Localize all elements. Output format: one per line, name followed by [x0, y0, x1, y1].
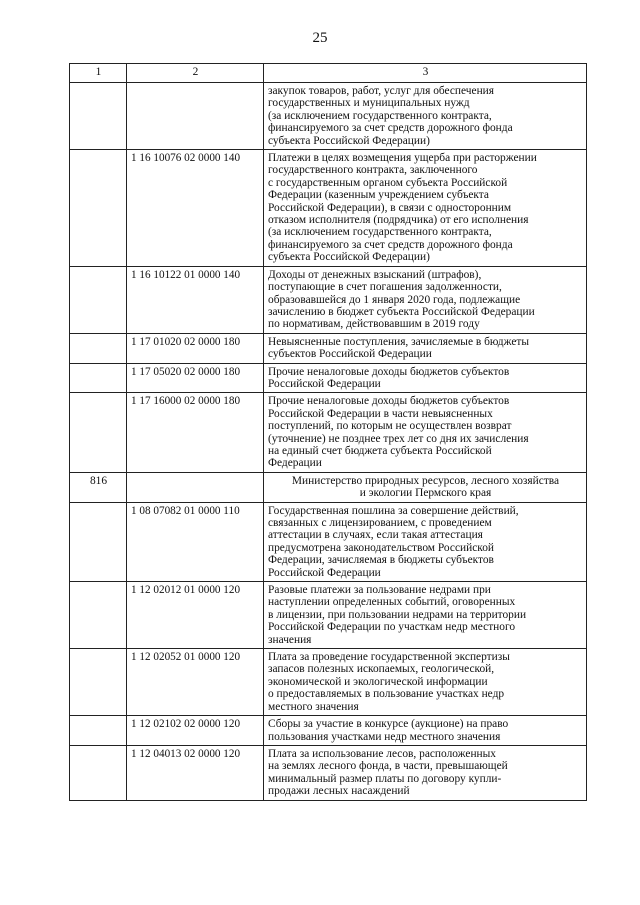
- admin-code-cell: [70, 502, 127, 581]
- revenue-name-text: Министерство природных ресурсов, лесного хозяйства и экологии Пермского края: [291, 474, 560, 500]
- table-row: [70, 472, 587, 502]
- revenue-name-text: Доходы от денежных взысканий (штрафов), поступающие в счет погашения задолженности, образовавшейся до 1 января 2020 года, подлежащие зачислению в бюджет субъекта Российской Федерации по нормативам, действовавшим в 2019 году: [268, 268, 535, 331]
- table-row: [70, 716, 587, 746]
- table-row: [70, 582, 587, 649]
- admin-code-cell: [70, 745, 127, 800]
- budget-code-cell: [127, 83, 264, 150]
- revenue-name-cell: [264, 363, 587, 393]
- budget-code-cell: 1 12 02012 01 0000 120: [127, 582, 264, 649]
- revenue-name-cell: [264, 266, 587, 333]
- table-row: [70, 83, 587, 150]
- table-row: [70, 745, 587, 800]
- column-header-2: 2: [127, 64, 264, 83]
- admin-code-cell: [70, 649, 127, 716]
- table-row: [70, 363, 587, 393]
- revenue-name-text: Государственная пошлина за совершение действий, связанных с лицензированием, с проведением аттестации в случаях, если такая аттестация предусмотрена законодательством Российской Федерации, зачисляемая в бюджеты субъектов Российской Федерации: [268, 504, 519, 579]
- revenue-name-cell: [264, 649, 587, 716]
- table-row: [70, 266, 587, 333]
- admin-code-cell: [70, 150, 127, 267]
- revenue-name-cell: [264, 472, 587, 502]
- table-row: [70, 150, 587, 267]
- budget-code-cell: 1 16 10122 01 0000 140: [127, 266, 264, 333]
- admin-code-cell: [70, 83, 127, 150]
- revenue-name-cell: [264, 716, 587, 746]
- table-row: [70, 333, 587, 363]
- table-header-row: [70, 64, 587, 83]
- page-number: 25: [312, 30, 328, 46]
- revenue-name-text: Прочие неналоговые доходы бюджетов субъектов Российской Федерации: [268, 365, 510, 390]
- admin-code-cell: [70, 333, 127, 363]
- revenue-name-cell: [264, 502, 587, 581]
- revenue-name-cell: [264, 393, 587, 472]
- revenue-name-text: Сборы за участие в конкурсе (аукционе) на право пользования участками недр местного значения: [268, 718, 509, 743]
- table-body: [70, 83, 587, 801]
- budget-code-cell: 1 17 01020 02 0000 180: [127, 333, 264, 363]
- admin-code-cell: 816: [70, 472, 127, 502]
- admin-code-cell: [70, 582, 127, 649]
- budget-code-cell: 1 08 07082 01 0000 110: [127, 502, 264, 581]
- revenue-name-text: Невыясненные поступления, зачисляемые в бюджеты субъектов Российской Федерации: [268, 335, 529, 361]
- revenue-name-cell: [264, 150, 587, 267]
- revenue-code-table: [69, 63, 587, 801]
- revenue-name-cell: [264, 745, 587, 800]
- budget-code-cell: 1 17 16000 02 0000 180: [127, 393, 264, 472]
- revenue-name-text: Прочие неналоговые доходы бюджетов субъектов Российской Федерации в части невыясненных поступлений, по которым не осуществлен возврат (уточнение) не позднее трех лет со дня их зачисления на единый счет бюджета субъекта Российской Федерации: [268, 395, 529, 470]
- revenue-name-cell: [264, 333, 587, 363]
- revenue-name-cell: [264, 582, 587, 649]
- table-row: [70, 393, 587, 472]
- budget-code-cell: 1 12 02052 01 0000 120: [127, 649, 264, 716]
- admin-code-cell: [70, 363, 127, 393]
- column-header-1: 1: [70, 64, 127, 83]
- budget-code-cell: 1 17 05020 02 0000 180: [127, 363, 264, 393]
- revenue-name-text: Разовые платежи за пользование недрами при наступлении определенных событий, оговоренных в лицензии, при пользовании недрами на территории Российской Федерации по участкам недр местного значения: [268, 584, 527, 646]
- revenue-name-text: закупок товаров, работ, услуг для обеспечения государственных и муниципальных нужд (за исключением государственного контракта, финансируемого за счет средств дорожного фонда субъекта Российской Федерации): [268, 85, 513, 147]
- table-row: [70, 649, 587, 716]
- budget-code-cell: 1 12 02102 02 0000 120: [127, 716, 264, 746]
- revenue-name-text: Плата за использование лесов, расположенных на землях лесного фонда, в части, превышающей минимальный размер платы по договору купли- продажи лесных насаждений: [268, 747, 508, 798]
- column-header-3: 3: [264, 64, 587, 83]
- budget-code-cell: 1 12 04013 02 0000 120: [127, 745, 264, 800]
- revenue-name-text: Плата за проведение государственной экспертизы запасов полезных ископаемых, геологической, экономической и экологической информации о предоставляемых в пользование участках недр местного значения: [268, 651, 510, 713]
- revenue-name-text: Платежи в целях возмещения ущерба при расторжении государственного контракта, заключенного с государственным органом субъекта Российской Федерации (казенным учреждением субъекта Российской Федерации), в связи с односторонним отказом исполнителя (подрядчика) от его исполнения (за исключением государственного контракта, финансируемого за счет средств дорожного фонда субъекта Российской Федерации): [268, 152, 537, 264]
- budget-code-cell: [127, 472, 264, 502]
- table-row: [70, 502, 587, 581]
- admin-code-cell: [70, 393, 127, 472]
- budget-code-cell: 1 16 10076 02 0000 140: [127, 150, 264, 267]
- admin-code-cell: [70, 266, 127, 333]
- admin-code-cell: [70, 716, 127, 746]
- revenue-name-cell: [264, 83, 587, 150]
